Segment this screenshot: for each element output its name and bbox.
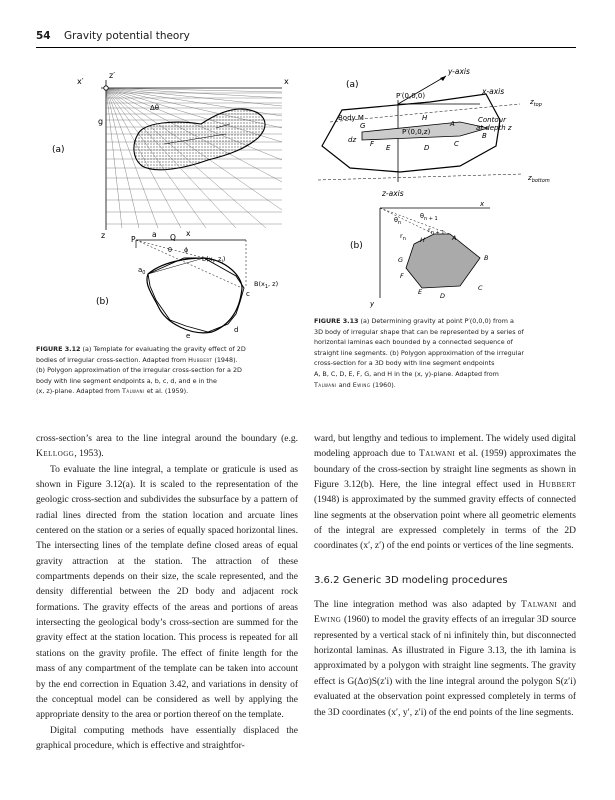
label-H-b: H	[420, 236, 425, 244]
label-P000: P′(0,0,0)	[396, 92, 426, 100]
label-zaxis: z-axis	[382, 189, 404, 198]
label-e: e	[186, 332, 191, 340]
label-theta-n1: $\theta_{n + 1}$	[420, 212, 438, 222]
paragraph-2: To evaluate the line integral, a template or graticule is used as shown in Figure 3.12(a). It is scaled to the representation of the geologic cross-section and subdivides the subsurface by a pattern of radial lines directed from the station location and arcuate lines centered on the station or a series of equally spaced horizontal lines. The intersecting lines of the template define closed areas of equal gravity attraction at the station. The attraction of these compartments depends on their size, the scale represented, and the density differential between the 2D body and adjacent rock formations. The gravity effects of the areas and portions of areas intersecting the geological body’s cross-section are summed for the gravity effect at the station location. This process is repeated for all stations on the gravity profile. The effect of finite length for the mass of any compartment of the template can be taken into account by the end correction in Equation 3.42, and variations in density of the conceptual model can be considered as well by applying the appropriate density to the area or portion thereof on the template.	[36, 464, 298, 721]
figure-3-13-caption: FIGURE 3.13 (a) Determining gravity at point P′(0,0,0) from a 3D body of irregular shape that can be represented by a series of horizontal laminas each bounded by a connected sequence of straight line segments. (b) Polygon approximation of the irregular cross-section for a 3D body with line segment endpoints A, B, C, D, E, F, G, and H in the (x, y)-plane. Adapted from Talwani and Ewing (1960).	[314, 317, 525, 389]
label-bodyM: Body M	[338, 114, 364, 122]
running-title: Gravity potential theory	[63, 30, 190, 42]
label-zprime: z′	[109, 71, 116, 80]
polygon-b	[148, 258, 244, 332]
station-point	[104, 86, 108, 90]
label-ztop: $z_{top}$	[530, 98, 542, 108]
label-zbottom: $z_{bottom}$	[528, 174, 550, 184]
label-panel-b: (b)	[96, 297, 109, 307]
paragraph-4: ward, but lengthy and tedious to implement. The widely used digital modeling approach due to Talwani et al. (1959) approximates the boundary of the cross-section by straight line segments as shown in Figure 3.12(b). Here, the line integral effect used in Hubbert (1948) is approximated by the summed gravity effects of connected line segments at the observation point where all geometric elements of the integral are expressed completely in terms of the 2D coordinates (x′, z′) of the end points or vertices of the line segments.	[314, 434, 576, 552]
label-r-n: $r_n$	[400, 232, 406, 242]
label-bxz: $b(x_i$, $z_i$)	[202, 255, 226, 265]
paragraph-5: The line integration method was also adapted by Talwani and Ewing (1960) to model the gravity effects of an irregular 3D source represented by a vertical stack of ni infinitely thin, but disconnected horizontal laminas. As illustrated in Figure 3.13, the ith lamina is approximated by a polygon with straight line segments. The gravity effect is G(Δσ)S(z′i) with the line integral around the polygon S(z′i) evaluated at the observation point expressed completely in terms of the 3D coordinates (x′, y′, z′i) of the end points of the line segments.	[314, 600, 577, 718]
label-theta: θ	[168, 246, 172, 254]
label-z: z	[101, 231, 106, 240]
figure-3-12-caption: FIGURE 3.12 (a) Template for evaluating the gravity effect of 2D bodies of irregular cross-section. Adapted from Hubbert (1948). (b) Polygon approximation of the irregular cross-section for a 2D body with line segment endpoints a, b, c, d, and e in the (x, z)-plane. Adapted from Talwani et al. (1959).	[36, 345, 246, 396]
label-delta-theta: Δθ	[150, 104, 160, 112]
label-contour-1: Contour	[478, 116, 506, 124]
label-yaxis: y-axis	[448, 67, 470, 76]
label-G-b: G	[398, 256, 404, 264]
label-c: c	[246, 290, 250, 298]
label-y-313: y	[370, 300, 375, 308]
label-Bxz: $B(x_1$, z)	[254, 280, 279, 290]
label-F-b: F	[400, 272, 404, 280]
label-r-n1: $r_{n + 1}$	[428, 226, 445, 236]
label-g: g	[98, 117, 104, 126]
label-B: B	[482, 132, 487, 140]
label-D-b: D	[440, 292, 446, 300]
label-A-b: A	[452, 234, 457, 242]
label-panel-b-313: (b)	[350, 241, 363, 251]
right-column	[314, 432, 576, 721]
figure-3-12	[36, 62, 306, 340]
label-theta-n: $\theta_n$	[394, 216, 402, 226]
paragraph-1: cross-section’s area to the line integral around the boundary (e.g. Kellogg, 1953).	[36, 434, 298, 460]
running-header	[36, 30, 576, 46]
label-panel-a-313: (a)	[346, 80, 359, 90]
label-dz: dz	[348, 136, 357, 144]
polygon-313b	[406, 234, 480, 288]
label-D: D	[424, 144, 430, 152]
caption-number-313: FIGURE 3.13	[314, 317, 359, 325]
label-P: P	[131, 235, 136, 244]
label-P00z: P′(0,0,z)	[402, 128, 431, 136]
label-contour-2: at depth z	[476, 124, 512, 132]
section-heading: 3.6.2 Generic 3D modeling procedures	[314, 574, 508, 586]
label-xprime: x′	[77, 77, 84, 86]
label-C: C	[454, 140, 459, 148]
label-G: G	[360, 122, 366, 130]
paragraph-3: Digital computing methods have essentially displaced the graphical procedure, which is effective and straightfor-	[36, 725, 298, 751]
left-column	[36, 432, 298, 754]
label-C-b: C	[478, 284, 483, 292]
label-xaxis: x-axis	[482, 87, 505, 96]
label-E: E	[386, 144, 391, 152]
label-x-313: x	[480, 200, 485, 208]
header-rule	[36, 47, 576, 48]
label-H: H	[422, 114, 428, 122]
label-Q: Q	[170, 233, 176, 242]
label-panel-a: (a)	[52, 145, 65, 155]
label-d: d	[234, 326, 239, 334]
irregular-body-a	[134, 109, 265, 170]
caption-number: FIGURE 3.12	[36, 345, 81, 353]
figure-3-13	[310, 62, 580, 312]
label-phi: ϕ	[184, 246, 189, 254]
label-A: A	[450, 120, 455, 128]
page-number: 54	[36, 30, 51, 42]
label-F: F	[370, 140, 375, 148]
label-a: a	[152, 230, 157, 239]
label-E-b: E	[418, 288, 423, 296]
label-x-top: x	[284, 77, 289, 86]
body-outline-b	[147, 258, 242, 333]
label-B-b: B	[484, 254, 489, 262]
label-a0: $a_0$	[138, 266, 146, 276]
label-x-small: x	[186, 229, 191, 238]
